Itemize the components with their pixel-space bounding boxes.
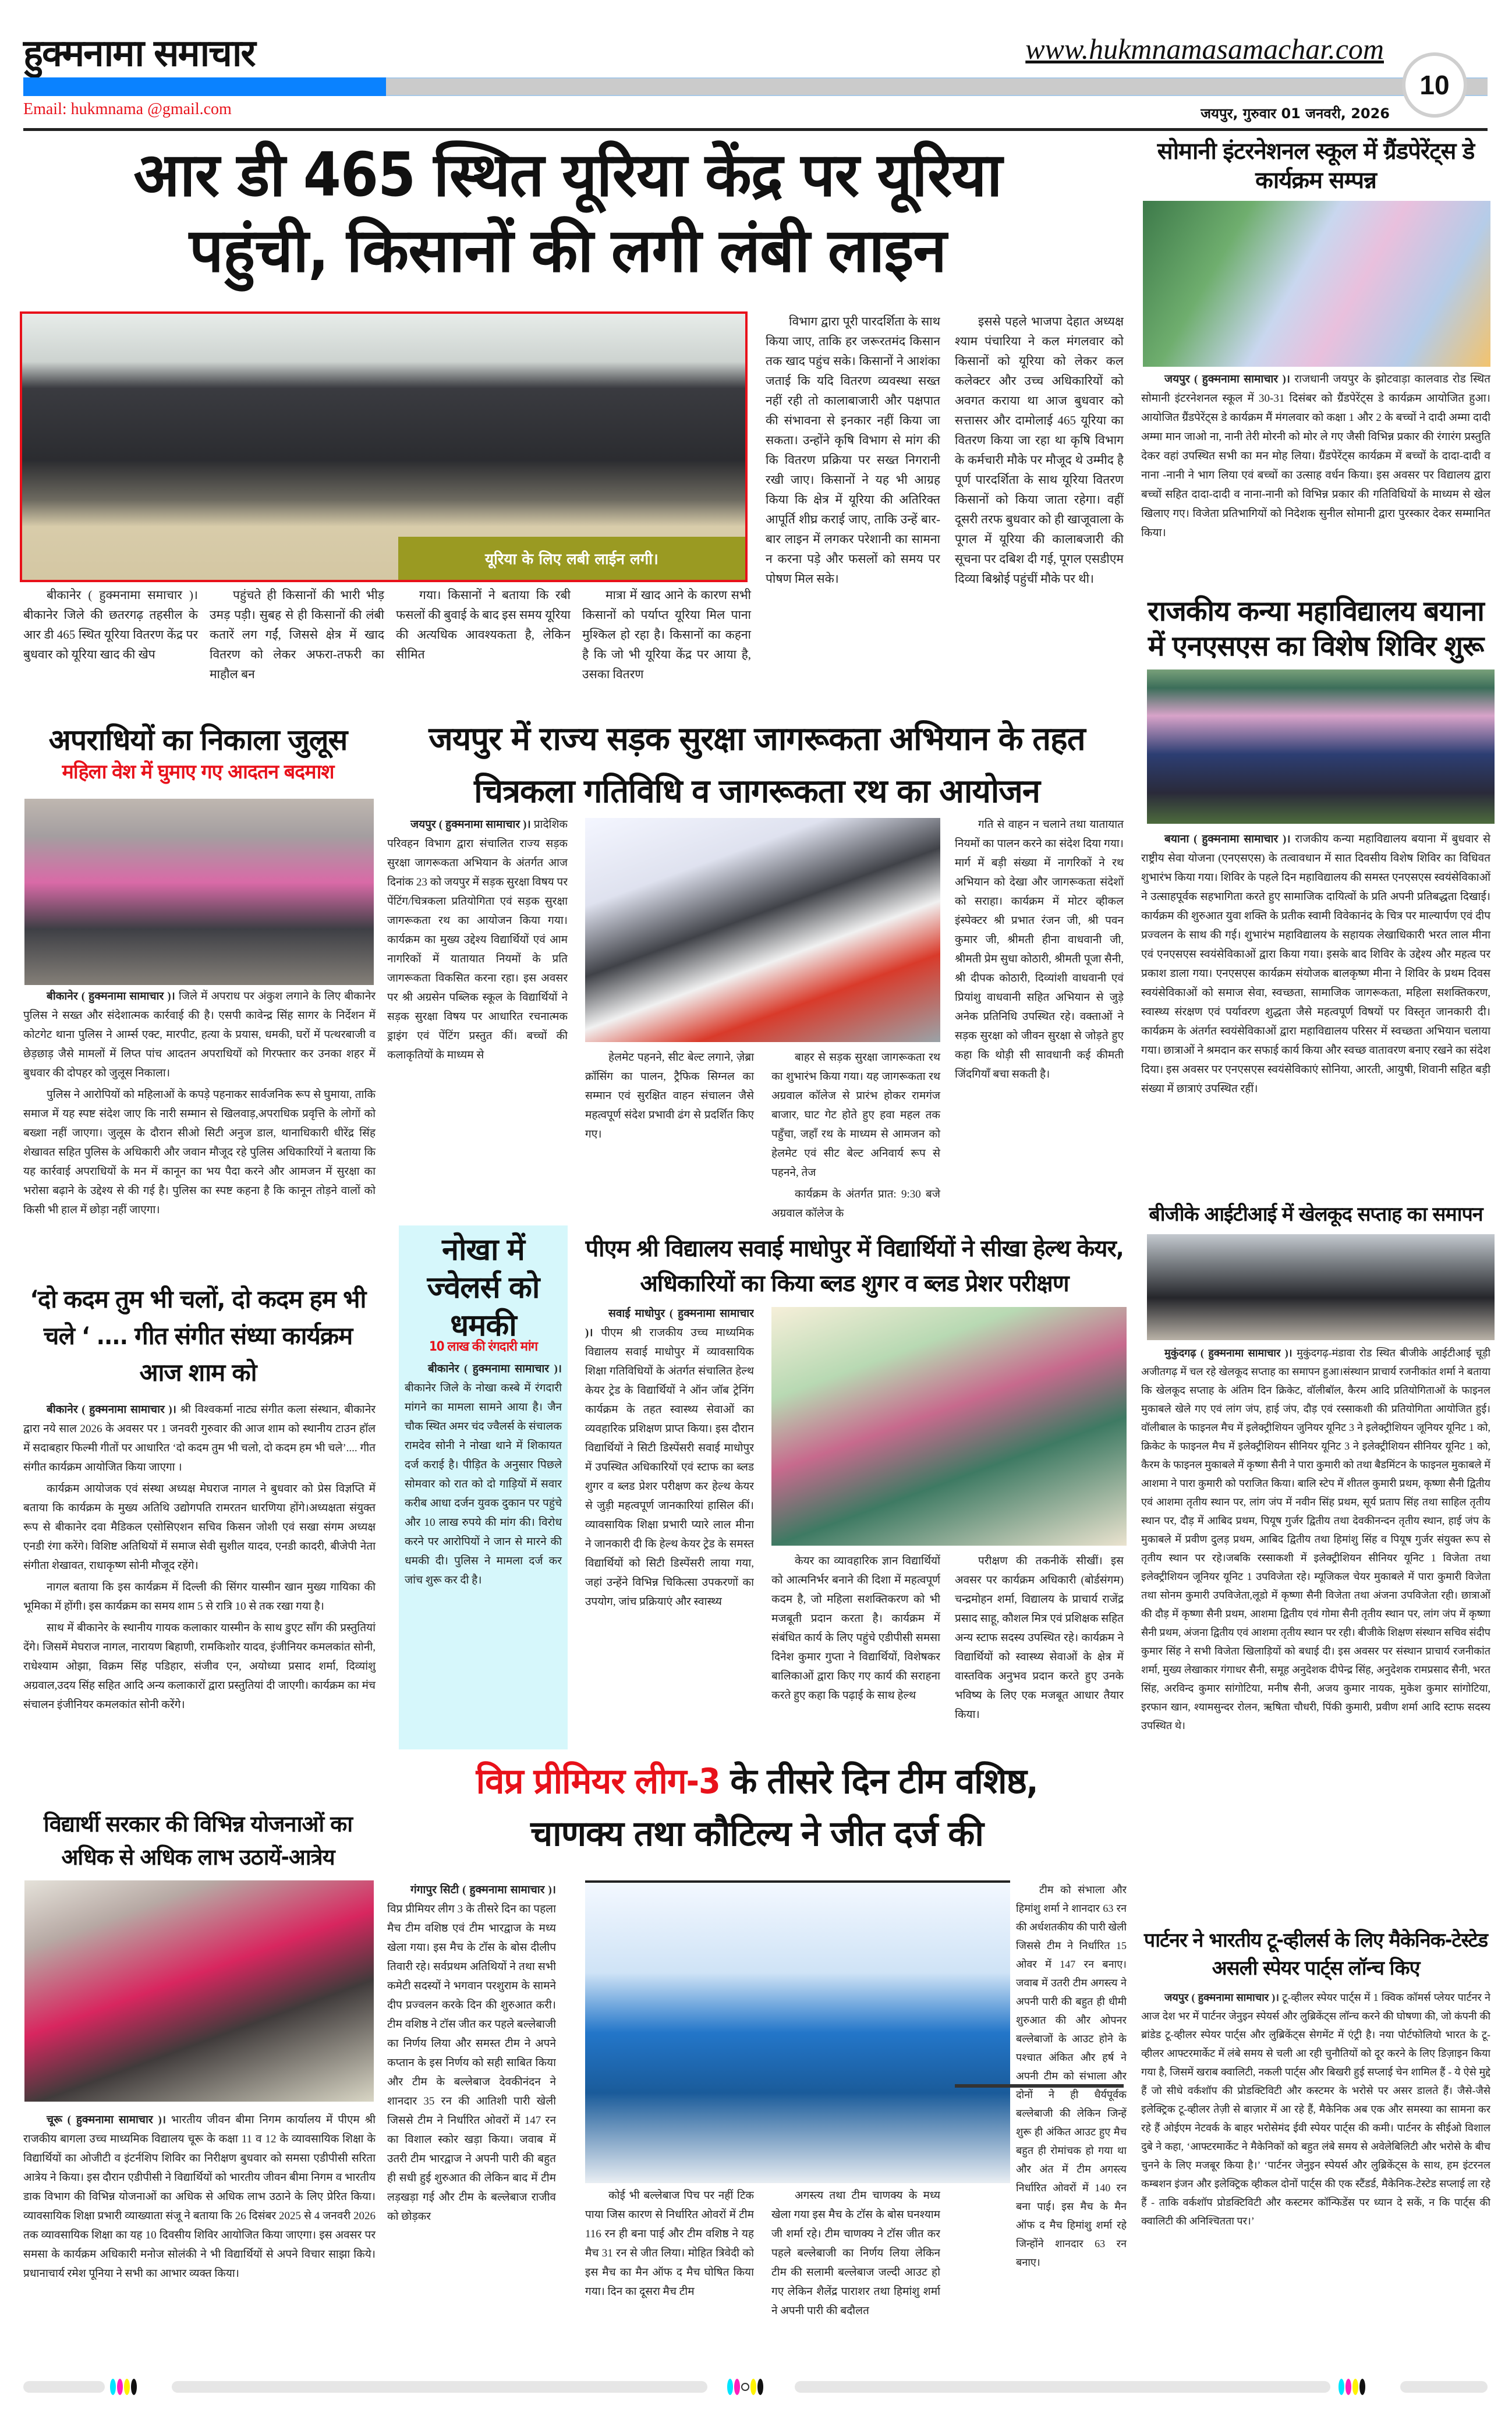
bayana-headline: राजकीय कन्या महाविद्यालय बयाना में एनएसएस का विशेष शिविर शुरू	[1148, 595, 1484, 663]
registration-mark-right	[1333, 2378, 1371, 2396]
vipra-col-2: कोई भी बल्लेबाज पिच पर नहीं टिक पाया जिस कारण से निर्धारित ओवरों में टीम 116 रन ही बना पाई और टीम वशिष्ठ ने यह मैच 31 रन से जीत लिया। मोहित त्रिवेदी को इस मैच का मैन ऑफ द मैच घोषित किया गया। दिन का दूसरा मैच टीम	[585, 2190, 754, 2298]
road-safety-col-2: हेलमेट पहनने, सीट बेल्ट लगाने, ज़ेब्रा क्रॉसिंग का पालन, ट्रैफिक सिग्नल का सम्मान एवं सुरक्षित वाहन संचालन जैसे महत्वपूर्ण संदेश प्रभावी ढंग से प्रदर्शित किए गए।	[585, 1051, 754, 1140]
newspaper-title: हुक्मनामा समाचार	[23, 32, 255, 75]
cyan-dot	[110, 2379, 116, 2395]
urea-col-3: गया। किसानों ने बताया कि रबी फसलों की बुवाई के बाद इस समय यूरिया की अत्यधिक आवश्यकता है, लेकिन सीमित	[396, 588, 571, 661]
registration-mark-center	[707, 2378, 783, 2396]
yellow-dot	[750, 2379, 756, 2395]
magenta-dot	[1345, 2379, 1351, 2395]
black-dot	[757, 2379, 763, 2395]
road-safety-col-3: बाहर से सड़क सुरक्षा जागरूकता रथ का शुभारंभ किया गया। यह जागरूकता रथ अग्रवाल कॉलेज से प्रारंभ होकर रामगंज बाजार, घाट गेट होते हुए हवा महल तक पहुँचा, जहाँ रथ के माध्यम से आमजन को हेलमेट एवं सीट बेल्ट अनिवार्य रूप से पहनने, तेज कार्यक्रम के अंतर्गत प्रात: 9:30 बजे अग्रवाल कॉलेज के	[771, 1051, 940, 1220]
road-safety-col-1: जयपुर ( हुक्मनामा सामाचार )। प्रादेशिक परिवहन विभाग द्वारा संचालित राज्य सड़क सुरक्षा जागरूकता अभियान के अंतर्गत आज दिनांक 23 को जयपुर में सड़क सुरक्षा विषय पर पेंटिंग/चित्रकला प्रतियोगिता एवं सड़क सुरक्षा जागरूकता रथ का आयोजन किया गया। कार्यक्रम का मुख्य उद्देश्य विद्यार्थियों एवं आम नागरिकों में यातायात नियमों के प्रति जागरूकता विकसित करना रहा। इस अवसर पर श्री अग्रसेन पब्लिक स्कूल के विद्यार्थियों ने सड़क सुरक्षा विषय पर आधारित रचनात्मक ड्राइंग एवं पेंटिंग प्रस्तुत कीं। बच्चों की कलाकृतियों के माध्यम से	[387, 819, 568, 1061]
iti-group-photo	[1147, 1234, 1495, 1340]
urea-col-2: पहुंचते ही किसानों की भारी भीड़ उमड़ पड़ी। सुबह से ही किसानों की लंबी कतारें लग गईं, जिससे क्षेत्र में खाद वितरण को लेकर अफरा-तफरी का माहौल बन	[210, 588, 384, 681]
header-band-accent	[23, 77, 386, 96]
urea-col-5: विभाग द्वारा पूरी पारदर्शिता के साथ किया जाए, ताकि हर जरूरतमंद किसान तक खाद पहुंच सके। किसानों ने आशंका जताई कि यदि वितरण व्यवस्था सख्त नहीं रही तो कालाबाजारी और पक्षपात की संभावना से इनकार नहीं किया जा सकता। उन्होंने कृषि विभाग से मांग की कि वितरण प्रक्रिया पर सख्त निगरानी रखी जाए। किसानों ने यह भी आग्रह किया कि क्षेत्र में यूरिया की अतिरिक्त आपूर्ति शीघ्र कराई जाए, ताकि उन्हें बार-बार लाइन में लगकर परेशानी का सामना न करना पड़े और फसलों को समय पर पोषण मिल सके।	[766, 314, 940, 586]
cyan-dot	[1339, 2379, 1344, 2395]
vipra-col-4: टीम को संभाला और हिमांशु शर्मा ने शानदार 63 रन की अर्धशतकीय की पारी खेली जिससे टीम ने निर्धारित 15 ओवर में 147 रन बनाए। जवाब में उतरी टीम अगस्त्य ने अपनी पारी की बहुत ही धीमी शुरुआत की और ओपनर बल्लेबाजों के आउट होने के पश्चात अंकित और हर्ष ने अपनी टीम को संभाला और दोनों ने ही धैर्यपूर्वक बल्लेबाजी की लेकिन जिन्हें शुरू ही अंकित आउट हुए मैच बहुत ही रोमांचक हो गया था और अंत में टीम अगस्त्य निर्धारित ओवरों में 140 रन बना पाई। इस मैच के मैन ऑफ द मैच हिमांशु शर्मा रहे जिन्होंने शानदार 63 रन बनाए।	[1016, 1884, 1127, 2268]
registration-mark-left	[105, 2378, 142, 2396]
pm-shri-col-1: सवाई माधोपुर ( हुक्मनामा सामाचार )। पीएम श्री राजकीय उच्च माध्यमिक विद्यालय सवाई माधोपुर में व्यावसायिक शिक्षा गतिविधियों के अंतर्गत संचालित हेल्थ केयर ट्रेड के विद्यार्थियों ने ऑन जॉब ट्रेनिंग कार्यक्रम के तहत स्वास्थ्य सेवाओं का व्यवहारिक प्रशिक्षण प्राप्त किया। इस दौरान विद्यार्थियों ने सिटी डिस्पेंसरी सवाई माधोपुर में उपस्थित अधिकारियों एवं स्टाफ का ब्लड शुगर व ब्लड प्रेशर परीक्षण कर हेल्थ केयर से जुड़ी महत्वपूर्ण जानकारियां हासिल कीं। व्यावसायिक शिक्षा प्रभारी प्यारे लाल मीना ने जानकारी दी कि हेल्थ केयर ट्रेड के समस्त विद्यार्थियों को सिटी डिस्पेंसरी लाया गया, जहां उन्हेंने विभिन्न चिकित्सा उपकरणों का उपयोग, जांच प्रक्रियाएं और स्वास्थ्य	[585, 1308, 754, 1608]
photo-caption: यूरिया के लिए लबी लाईन लगी।	[398, 537, 745, 580]
yellow-dot	[124, 2379, 130, 2395]
vipra-headline-line2: चाणक्य तथा कौटिल्य ने जीत दर्ज की	[530, 1813, 983, 1854]
road-safety-headline	[384, 713, 1129, 817]
geet-sangeet-body: बीकानेर ( हुक्मनामा सामाचार )। श्री विश्वकर्मा नाट्य संगीत कला संस्थान, बीकानेर द्वारा नये साल 2026 के अवसर पर 1 जनवरी गुरुवार की आज शाम को स्थानीय टाउन हॉल में सदाबहार फिल्मी गीतों पर आधारित ‘दो कदम तुम भी चलो, दो कदम हम भी चले’.... गीत संगीत कार्यक्रम आयोजित किया जाएगा । कार्यक्रम आयोजक एवं संस्था अध्यक्ष मेघराज नागल ने बुधवार को प्रेस विज्ञप्ति में बताया कि कार्यक्रम के मुख्य अतिथि उद्योगपति रामरतन धारणिया होंगे।अध्यक्षता संयुक्त रूप से बीकानेर दवा मैडिकल एसोसिएशन सचिव किसन जोशी एवं सखा संगम अध्यक्ष एनडी रंगा करेंगे। विशिष्ट अतिथियों में समाज सेवी सुशील यादव, एनडी कादरी, बीजेपी नेता संगीता शेखावत, राधाकृष्ण सोनी मौजूद रहेंगे। नागल बताया कि इस कार्यक्रम में दिल्ली की सिंगर यास्मीन खान मुख्य गायिका की भूमिका में होंगी। इस कार्यक्रम का समय शाम 5 से रात्रि 10 से तक रखा गया है। साथ में बीकानेर के स्थानीय गायक कलाकार यास्मीन के साथ डुएट सॉंग की प्रस्तुतियां देंगे। जिसमें मेघराज नागल, नारायण बिहाणी, रामकिशोर यादव, इंजीनियर कमलकांत सोनी, राधेश्याम ओझा, विक्रम सिंह पडिहार, संजीव एन, अयोध्या प्रसाद शर्मा, दिव्यांशु अग्रवाल,उदय सिंह सहित आदि अन्य कलाकारों द्वारा प्रस्तुतियां दी जाएगी। कार्यक्रम का मंच संचालन इंजीनियर कमलकांत सोनी करेंगे।	[23, 1404, 376, 1711]
black-dot	[1359, 2379, 1365, 2395]
footer-bar-right	[1400, 2381, 1488, 2393]
pm-shri-col-3: परीक्षण की तकनीकें सीखीं। इस अवसर पर कार्यक्रम अधिकारी (बोर्डसंगम) चन्द्रमोहन शर्मा, विद्यालय के प्राचार्य राजेंद्र प्रसाद साहू, कौशल मित्र एवं प्रशिक्षक सहित अन्य स्टाफ सदस्य उपस्थित रहे। कार्यक्रम ने विद्यार्थियों को स्वास्थ्य सेवाओं के क्षेत्र में वास्तविक अनुभव प्रदान करते हुए उनके भविष्य के लिए एक मजबूत आधार तैयार किया।	[955, 1555, 1124, 1721]
nokha-headline: नोखा में ज्वेलर्स को धमकी	[427, 1232, 540, 1343]
nss-group-photo	[1147, 669, 1495, 824]
vipra-col-3: अगस्त्य तथा टीम चाणक्य के मध्य खेला गया इस मैच के टॉस के बोस घनश्याम जी शर्मा रहे। टीम चाणक्य ने टॉस जीत कर पहले बल्लेबाजी का निर्णय लिया लेकिन टीम की सलामी बल्लेबाज जल्दी आउट हो गए लेकिन शैलेंद्र पाराशर तथा हिमांशु शर्मा ने अपनी पारी की बदौलत	[771, 2190, 940, 2317]
masthead-divider	[23, 128, 1488, 131]
vipra-headline	[384, 1755, 1129, 1860]
pm-shri-headline: पीएम श्री विद्यालय सवाई माधोपुर में विद्यार्थियों ने सीखा हेल्थ केयर, अधिकारियों का किया ब्लड शुगर व ब्लड प्रेशर परीक्षण	[585, 1235, 1124, 1297]
somani-body: जयपुर ( हुक्मनामा सामाचार )। राजधानी जयपुर के झोटवाड़ा कालवाड रोड स्थित सोमानी इंटरनेशनल स्कूल में 30-31 दिसंबर को ग्रैंडपेरेंट्स डे कार्यक्रम आयोजित हुआ। आयोजित ग्रैंडपेरेंट्स डे कार्यक्रम मैं मंगलवार को कक्षा 1 और 2 के बच्चों ने दादी अम्मा दादी अम्मा मान जाओ ना, नानी तेरी मोरनी को मोर ले गए जैसी विभिन्न प्रकार की रंगारंग प्रस्तुति देकर वहां उपस्थित सभी का मन मोह लिया। ग्रैंडपेरेंट्स कार्यक्रम में बच्चों के दादा-दादी व नाना -नानी ने भाग लिया एवं बच्चों का उत्साह वर्धन किया। इस अवसर पर विद्यालय द्वारा बच्चों सहित दादा-दादी व नाना-नानी को विभिन्न प्रकार की गतिविधियों के माध्यम से खेल खिलाए गए। विजेता प्रतिभागियों को निदेशक सुनील सोमानी द्वारा पुरस्कार देकर सम्मानित किया।	[1141, 373, 1490, 539]
urea-headline	[23, 137, 1112, 288]
urea-queue-photo	[20, 311, 748, 582]
cricket-team-photo	[585, 1880, 1010, 2183]
bayana-body: बयाना ( हुक्मनामा सामाचार )। राजकीय कन्या महाविद्यालय बयाना में बुधवार से राष्ट्रीय सेवा योजना (एनएसएस) के तत्वावधान में सात दिवसीय विशेष शिविर का विधिवत शुभारंभ किया गया। शिविर के पहले दिन महाविद्यालय की समस्त एनएसएस स्वयंसेविकाओं ने उत्साहपूर्वक सहभागिता करते हुए सामाजिक दायित्वों के प्रति अपनी प्रतिबद्धता दिखाई। कार्यक्रम की शुरुआत युवा शक्ति के प्रतीक स्वामी विवेकानंद के चित्र पर माल्यार्पण एवं दीप प्रज्वलन के साथ की गई। शुभारंभ महाविद्यालय के सहायक लेखाधिकारी भरत लाल मीना एवं एनएसएस स्वयंसेविकाओं द्वारा किया गया। इसके बाद शिविर के उद्देश्य और महत्व पर प्रकाश डाला गया। एनएसएस कार्यक्रम संयोजक बालकृष्ण मीना ने शिविर के प्रथम दिवस स्वयंसेविकाओं को समाज सेवा, स्वच्छता, सामाजिक जागरूकता, महिला सशक्तिकरण, स्वास्थ्य संरक्षण एवं पर्यावरण शुद्धता जैसे महत्वपूर्ण विषयों पर विस्तृत जानकारी दी। कार्यक्रम के अंतर्गत स्वयंसेविकाओं द्वारा महाविद्यालय परिसर में स्वच्छता अभियान चलाया गया। छात्राओं ने श्रमदान कर सफाई कार्य किया और स्वच्छ वातावरण बनाए रखने का संदेश दिया। इस अवसर पर एनएसएस स्वयंसेविकाएं सोनिया, आरती, आयुषी, शिवानी सहित बड़ी संख्या में छात्राएं उपस्थित रहीं।	[1141, 833, 1491, 1095]
road-safety-photo	[585, 818, 940, 1042]
magenta-dot	[117, 2379, 123, 2395]
partner-headline: पार्टनर ने भारतीय टू-व्हीलर्स के लिए मैकेनिक-टेस्टेड असली स्पेयर पार्ट्स लॉन्च किए	[1143, 1929, 1488, 1980]
yellow-dot	[1352, 2379, 1358, 2395]
partner-body: जयपुर ( हुक्मनामा सामाचार )। टू-व्हीलर स्पेयर पार्ट्स में 1 क्विक कॉमर्स प्लेयर पार्टनर ने आज देश भर में पार्टनर जेनुइन स्पेयर्स और लुब्रिकेंट्स लॉन्च करने की घोषणा की, जो कंपनी की ब्रांडेड टू-व्हीलर स्पेयर पार्ट्स और लुब्रिकेंट्स सेगमेंट में एंट्री है। नया पोर्टफोलियो भारत के टू-व्हीलर आफ्टरमार्केट में लंबे समय से चली आ रही चुनौतियों को दूर करने के लिए डिज़ाइन किया गया है, जिसमें खराब क्वालिटी, नकली पार्ट्स और बिखरी हुई सप्लाई चेन शामिल हैं - ये ऐसे मुद्दे हैं जो सीधे वर्कशॉप की प्रोडक्टिविटी और कस्टमर के भरोसे पर असर डालते हैं। जैसे-जैसे इलेक्ट्रिक टू-व्हीलर तेज़ी से बाज़ार में आ रहे हैं, मैकेनिक अब एक और समस्या का सामना कर रहे हैं ओईएम नेटवर्क के बाहर भरोसेमंद ईवी स्पेयर पार्ट्स की कमी। पार्टनर के सीईओ विशाल दुबे ने कहा, ‘आफ्टरमार्केट ने मैकेनिकों को बहुत लंबे समय से अवेलेबिलिटी और भरोसे के बीच चुनने के लिए मजबूर किया है।’ ‘पार्टनर जेनुइन स्पेयर्स और लुब्रिकेंट्स के साथ, हम इंटरनल कम्बशन इंजन और इलेक्ट्रिक व्हीकल दोनों पार्ट्स की एक स्टैंडर्ड, मैकेनिक-टेस्टेड सप्लाई ला रहे हैं - ताकि वर्कशॉप प्रोडक्टिविटी और कस्टमर कॉन्फिडेंस पर ध्यान दे सकें, न कि पार्ट्स की क्वालिटी की अनिश्चितता पर।’	[1141, 1992, 1490, 2227]
nokha-subheadline: 10 लाख की रंगदारी मांग	[429, 1340, 537, 1354]
urea-headline-line2: पहुंची, किसानों की लगी लंबी लाइन	[189, 215, 947, 286]
julus-body: बीकानेर ( हुक्मनामा सामाचार )। जिले में अपराध पर अंकुश लगाने के लिए बीकानेर पुलिस ने सख्त और संदेशात्मक कार्रवाई की है। एसपी कावेन्द्र सिंह सागर के निर्देशन में कोटगेट थाना पुलिस ने आर्म्स एक्ट, मारपीट, हत्या के प्रयास, धमकी, घरों में पत्थरबाजी व छेड़छाड़ जैसे मामलों में लिप्त पांच आदतन अपराधियों को गिरफ्तार कर उनका शहर में बुधवार की दोपहर को जुलूस निकाला। पुलिस ने आरोपियों को महिलाओं के कपड़े पहनाकर सार्वजनिक रूप से घुमाया, ताकि समाज में यह स्पष्ट संदेश जाए कि नारी सम्मान से खिलवाड़,अपराधिक प्रवृत्ति के लोगों को बख्शा नहीं जाएगा। जुलूस के दौरान सीओ सिटी अनुज डाल, थानाधिकारी धीरेंद्र सिंह शेखावत सहित पुलिस के अधिकारी और जवान मौजूद रहे पुलिस अधिकारियों ने बताया कि यह कार्रवाई अपराधियों के मन में कानून का भय पैदा करने और आमजन में सुरक्षा का भरोसा बढ़ाने के उद्देश्य से की गई है। पुलिस का स्पष्ट कहना है कि कानून तोड़ने वालों को किसी भी हाल में छोड़ा नहीं जाएगा।	[23, 990, 376, 1216]
nokha-body: बीकानेर ( हुक्मनामा सामाचार )। बीकानेर जिले के नोखा कस्बे में रंगदारी मांगने का मामला सामने आया है। जैन चौक स्थित अमर चंद ज्वैलर्स के संचालक रामदेव सोनी ने नोखा थाने में शिकायत दर्ज कराई है। पीड़ित के अनुसार पिछले सोमवार को रात को दो गाड़ियों में सवार करीब आधा दर्जन युवक दुकान पर पहुंचे और 10 लाख रुपये की मांग की। विरोध करने पर आरोपियों ने जान से मारने की धमकी दी। पुलिस ने मामला दर्ज कर जांच शुरू कर दी है।	[405, 1363, 562, 1586]
churu-body: चूरू ( हुक्मनामा सामाचार )। भारतीय जीवन बीमा निगम कार्यालय में पीएम श्री राजकीय बागला उच्च माध्यमिक विद्यालय चूरू के कक्षा 11 व 12 के व्यावसायिक शिक्षा के विद्यार्थियों का ओजीटी व इंटर्नशिप शिविर का निरीक्षण बुधवार को समसा एडीपीसी सरिता आत्रेय ने किया। इस दौरान एडीपीसी ने विद्यार्थियों को भारतीय जीवन बीमा निगम व भारतीय डाक विभाग की विभिन्न योजनाओं का अधिक से अधिक लाभ उठाने के लिए प्रेरित किया। व्यावसायिक शिक्षा प्रभारी व्याख्याता संजू ने बताया कि 26 दिसंबर 2025 से 4 जनवरी 2026 तक व्यावसायिक शिक्षा का यह 10 दिवसीय शिविर आयोजित किया जाएगा। इस अवसर पर समसा के कार्यक्रम अधिकारी मनोज सोलंकी ने भी विद्यार्थियों से अपने विचार साझा किये। प्रधानाचार्य रमेश पूनिया ने सभी का आभार व्यक्त किया।	[23, 2114, 376, 2280]
road-safety-col-4: गति से वाहन न चलाने तथा यातायात नियमों का पालन करने का संदेश दिया गया। मार्ग में बड़ी संख्या में नागरिकों ने रथ अभियान को देखा और जागरूकता संदेशों को सराहा। कार्यक्रम में मोटर व्हीकल इंस्पेक्टर श्री प्रभात रंजन जी, श्री पवन कुमार जी, श्रीमती हीना वाधवानी जी, श्रीमती प्रेम सुधा कोठारी, श्रीमती पूजा सैनी, श्री दीपक कोठारी, दिव्यांशी वाधवानी एवं प्रियांशु वाधवानी सहित अभियान से जुड़े अनेक प्रतिनिधि उपस्थित रहे। वक्ताओं ने सड़क सुरक्षा को जीवन सुरक्षा से जोड़ते हुए कहा कि थोड़ी सी सावधानी कई कीमती जिंदगियाँ बचा सकती है।	[955, 819, 1124, 1081]
footer-bar-left	[23, 2381, 105, 2393]
email-address[interactable]: Email: hukmnama @gmail.com	[23, 100, 232, 118]
iti-body: मुकुंदगढ़ ( हुक्मनामा सामाचार )। मुकुंदगढ़-मंडावा रोड स्थित बीजीके आईटीआई चूड़ी अजीतगढ़ में चल रहे खेलकूद सप्ताह का समापन हुआ।संस्थान प्राचार्य रजनीकांत शर्मा ने बताया कि खेलकूद सप्ताह के अंतिम दिन क्रिकेट, वॉलीबॉल, कैरम आदि प्रतियोगिताओं के फाइनल मुकाबले खेले गए एवं लांग जंप, हाई जंप, दौड़ एवं रस्साकशी की प्रतियोगिता आयोजित हुई।वॉलीबाल के फाइनल मैच में इलेक्ट्रीशियन जुनियर यूनिट 3 ने इलेक्ट्रीशियन जूनियर यूनिट 1 को, क्रिकेट के फाइनल मैच में इलेक्ट्रीशियन सीनियर यूनिट 3 ने इलेक्ट्रीशियन सीनियर यूनिट 1 को, कैरम के फाइनल मुकाबले में कृष्णा सैनी ने पारा कुमारी को तथा बैडमिंटन के फाइनल मुकाबले में आशमा ने पारा कुमारी को पराजित किया। बालि स्टेप में शीतल कुमारी प्रथम, कृष्णा सैनी द्वितीय एवं आशमा तृतीय स्थान पर, लांग जंप में नवीन सिंह प्रथम, सूर्य प्रताप सिंह तथा साहिल तृतीय स्थान पर, दौड़ में आबिद प्रथम, पियूष गुर्जर द्वितीय तथा देवकीनन्दन तृतीय स्थान, हाई जंप के मुकाबले में प्रवीण दुलड़ प्रथम, आबिद द्वितीय तथा हिमांशु सिंह व पियूष गुर्जर संयुक्त रूप से तृतीय स्थान पर रहे।जबकि रस्साकशी में इलेक्ट्रीशियन सीनियर यूनिट 1 विजेता तथा इलेक्ट्रीशियन जूनियर यूनिट 1 उपविजेता रहे। म्यूजिकल चेयर मुकाबले में पारा कुमारी विजेता तथा सोनम कुमारी उपविजेता,लूडो में कृष्णा सैनी विजेता तथा अंजना उपविजेता रही। छात्राओं की दौड़ में कृष्णा सैनी प्रथम, आशमा द्वितीय एवं गोमा सैनी तृतीय स्थान पर, लांग जंप में कृष्णा सैनी प्रथम, अंजना द्वितीय एवं आशमा तृतीय स्थान पर रही। बीजीके शिक्षण संस्थान सचिव संदीप कुमार सिंह ने सभी विजेता खिलाड़ियों को बधाई दी। इस अवसर पर संस्थान प्राचार्य रजनीकांत शर्मा, मुख्य लेखाकार गंगाधर सैनी, समूह अनुदेशक दीपेन्द्र सिंह, अनुदेशक रामप्रसाद सैनी, भरत सिंह, अरविन्द कुमार सांगोटिया, मनीष सैनी, अजय कुमार नायक, मुकेश कुमार सांगोटिया, इरफान खान, श्यामसुन्दर रोलन, ऋषिता चौधरी, पिंकी कुमारी, प्रवीण शर्मा आदि स्टाफ सदस्य उपस्थित थे।	[1141, 1347, 1490, 1731]
dateline: जयपुर, गुरुवार 01 जनवरी, 2026	[1201, 105, 1390, 122]
road-safety-headline-line2: चित्रकला गतिविधि व जागरूकता रथ का आयोजन	[474, 772, 1040, 810]
black-dot	[131, 2379, 137, 2395]
iti-headline: बीजीके आईटीआई में खेलकूद सप्ताह का समापन	[1149, 1203, 1483, 1226]
page-number-badge: 10	[1402, 52, 1467, 118]
magenta-dot	[734, 2379, 740, 2395]
vipra-col-1: गंगापुर सिटी ( हुक्मनामा सामाचार )। विप्र प्रीमियर लीग 3 के तीसरे दिन का पहला मैच टीम वशिष्ठ एवं टीम भारद्वाज के मध्य खेला गया। इस मैच के टॉस के बोस दीलीप तिवारी रहे। सर्वप्रथम अतिथियों ने तथा सभी कमेटी सदस्यों ने भगवान परशुराम के सामने दीप प्रज्वलन करके दिन की शुरुआत करी। टीम वशिष्ठ ने टॉस जीत कर पहले बल्लेबाजी का निर्णय लिया और समस्त टीम ने अपने कप्तान के इस निर्णय को सही साबित किया और टीम के बल्लेबाज देवकीनंदन ने शानदार 35 रन की आतिशी पारी खेली जिससे टीम ने निर्धारित ओवरों में 147 रन का विशाल स्कोर खड़ा किया। जवाब में उतरी टीम भारद्वाज ने अपनी पारी की बहुत ही सधी हुई शुरुआत की लेकिन बाद में टीम लड़खड़ा गई और टीम के बल्लेबाज राजीव को छोड़कर	[387, 1884, 556, 2223]
road-safety-headline-line1: जयपुर में राज्य सड़क सुरक्षा जागरूकता अभियान के तहत	[429, 720, 1085, 758]
somani-event-photo	[1143, 201, 1490, 367]
julus-photo	[24, 799, 374, 985]
footer-bar-mid-right	[795, 2381, 1330, 2393]
vipra-headline-line1: विप्र प्रीमियर लीग-3 के तीसरे दिन टीम वशिष्ठ,	[476, 1761, 1038, 1802]
somani-headline: सोमानी इंटरनेशनल स्कूल में ग्रैंडपेरेंट्स डे कार्यक्रम सम्पन्न	[1157, 138, 1475, 194]
crosshair-icon	[741, 2383, 749, 2391]
julus-headline: अपराधियों का निकाला जुलूस	[48, 723, 348, 757]
urea-col-4: मात्रा में खाद आने के कारण सभी किसानों को पर्याप्त यूरिया मिल पाना मुश्किल हो रहा है। किसानों का कहना है कि जो भी यूरिया केंद्र पर आया है, उसका वितरण	[582, 588, 751, 681]
churu-headline: विद्यार्थी सरकार की विभिन्न योजनाओं का अधिक से अधिक लाभ उठायें-आत्रेय	[43, 1811, 353, 1870]
urea-headline-line1: आर डी 465 स्थित यूरिया केंद्र पर यूरिया	[133, 139, 1002, 210]
julus-subheadline: महिला वेश में घुमाए गए आदतन बदमाश	[62, 760, 334, 784]
pm-shri-col-2: केयर का व्यावहारिक ज्ञान विद्यार्थियों को आत्मनिर्भर बनाने की दिशा में महत्वपूर्ण कदम है, जो महिला सशक्तिकरण को भी मजबूती प्रदान करता है। कार्यक्रम में संबंधित कार्य के लिए पहुंचे एडीपीसी समसा दिनेश कुमार गुप्ता ने विद्यार्थियों, विशेषकर बालिकाओं द्वारा किए गए कार्य की सराहना करते हुए कहा कि पढ़ाई के साथ हेल्थ	[771, 1555, 940, 1702]
website-link[interactable]: www.hukmnamasamachar.com	[1025, 33, 1384, 65]
urea-col-1: बीकानेर ( हुक्मनामा समाचार )। बीकानेर जिले की छतरगढ़ तहसील के आर डी 465 स्थित यूरिया वितरण केंद्र पर बुधवार को यूरिया खाद की खेप	[23, 588, 198, 661]
cyan-dot	[727, 2379, 733, 2395]
urea-col-6: इससे पहले भाजपा देहात अध्यक्ष श्याम पंचारिया ने कल मंगलवार को किसानों को यूरिया को लेकर कल कलेक्टर और उच्च अधिकारियों को अवगत कराया था आज बुधवार को सत्तासर और दामोलाई 465 यूरिया का वितरण किया जा रहा था कृषि विभाग के कर्मचारी मौके पर मौजूद थे उम्मीद है पूर्ण पारदर्शिता के साथ यूरिया वितरण किसानों को किया जाता रहेगा। वहीं दूसरी तरफ बुधवार को ही खाजूवाला के पूगल में यूरिया की कालाबजारी की सूचना पर दबिश दी गई, पूगल एसडीएम दिव्या बिश्नोई पहुंचीं मौके पर थी।	[955, 314, 1124, 586]
health-check-photo	[771, 1307, 1127, 1546]
footer-bar-mid-left	[172, 2381, 707, 2393]
churu-group-photo	[24, 1880, 374, 2102]
geet-sangeet-headline: ‘दो कदम तुम भी चलों, दो कदम हम भी चले ‘ .... गीत संगीत संध्या कार्यक्रम आज शाम को	[30, 1285, 366, 1387]
